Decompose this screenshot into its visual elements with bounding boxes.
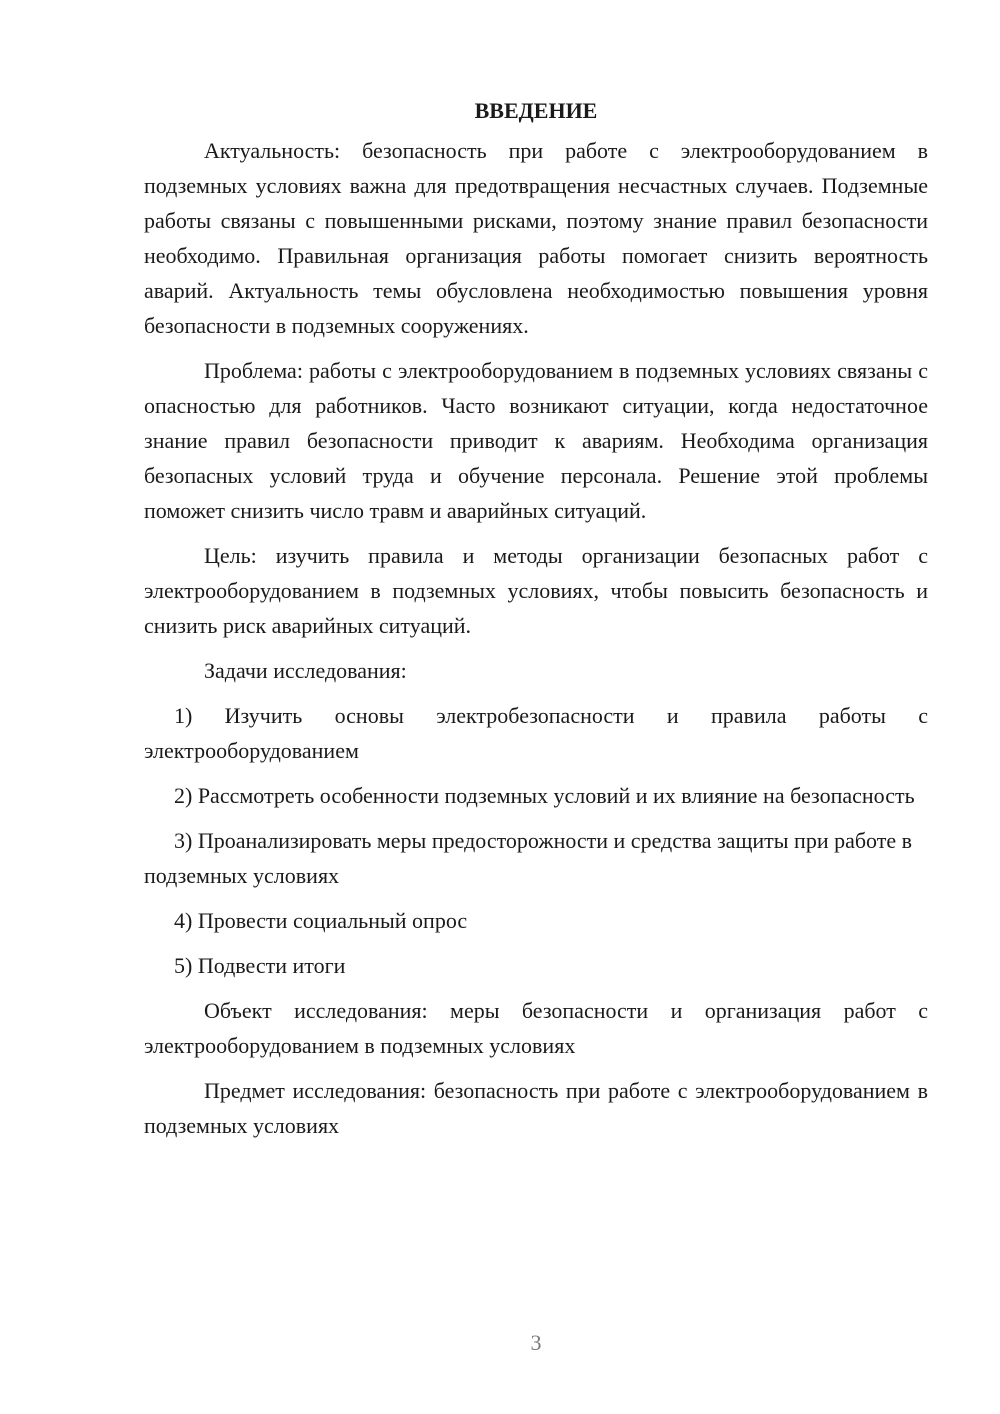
paragraph-relevance: Актуальность: безопасность при работе с электрооборудованием в подземных условиях важна для предотвращения несчастных случаев. Подземные работы связаны с повышенными рисками, поэтому знание правил безопасности необходимо. Правильная организация работы помогает снизить вероятность аварий. Актуальность темы обусловлена необходимостью повышения уровня безопасности в подземных сооружениях. (144, 138, 928, 338)
task-item-2: 2) Рассмотреть особенности подземных условий и их влияние на безопасность (174, 783, 915, 808)
task-item-5: 5) Подвести итоги (174, 953, 346, 978)
paragraph-problem: Проблема: работы с электрооборудованием в подземных условиях связаны с опасностью для работников. Часто возникают ситуации, когда недостаточное знание правил безопасности приводит к авариям. Необходима организация безопасных условий труда и обучение персонала. Решение этой проблемы поможет снизить число травм и аварийных ситуаций. (144, 358, 928, 523)
task-item-1: 1) Изучить основы электробезопасности и правила работы с электрооборудованием (144, 703, 928, 763)
paragraph-object: Объект исследования: меры безопасности и организация работ с электрооборудованием в подземных условиях (144, 998, 928, 1058)
page-number: 3 (530, 1330, 542, 1355)
paragraph-goal: Цель: изучить правила и методы организации безопасных работ с электрооборудованием в подземных условиях, чтобы повысить безопасность и снизить риск аварийных ситуаций. (144, 543, 928, 638)
task-item-3: 3) Проанализировать меры предосторожности и средства защиты при работе в подземных условиях (144, 828, 913, 888)
tasks-heading: Задачи исследования: (204, 658, 407, 683)
page-content (144, 93, 928, 1153)
task-item-4: 4) Провести социальный опрос (174, 908, 468, 933)
section-title: ВВЕДЕНИЕ (474, 98, 598, 123)
paragraph-subject: Предмет исследования: безопасность при работе с электрооборудованием в подземных условиях (144, 1078, 928, 1138)
